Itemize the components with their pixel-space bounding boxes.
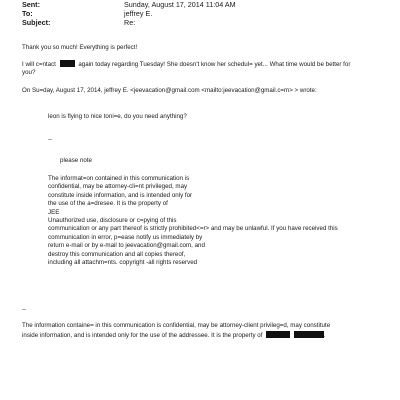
notice-line: JEE [48,208,60,216]
notice-line: communication or any part thereof is strictly prohibited<=r> and may be unlawful. If you have received this [48,225,338,233]
footer-line: The information containe= in this communication is confidential, may be attorney-client privileg=d, may constitute [22,322,331,329]
footer-separator: -- [22,306,27,313]
please-note: please note [60,157,92,164]
signature-separator: -- [48,136,53,143]
notice-line: Unauthorized use, disclosure or c=pying of this [48,217,177,225]
contact-line-end: you? [22,69,36,76]
confidentiality-notice [48,175,338,267]
redaction-block [266,331,290,338]
notice-line: The informat=on contained in this communication is [48,175,190,182]
notice-line: including all attachm=nts. copyright -all rights reserved [48,259,198,267]
quoted-message: leon is flying to nice toni=e, do you need anything? [48,113,187,120]
contact-line-start: I will c=ntact [22,61,56,68]
redaction-block [294,331,324,338]
notice-line: confidential, may be attorney-cli=nt privileged, may [48,183,188,191]
sent-value: Sunday, August 17, 2014 11:04 AM [124,0,236,9]
contact-line-rest: again today regarding Tuesday! She doesn't know her schedul= yet... What time would be better for [78,61,351,68]
subject-label: Subject: [22,18,51,27]
quote-intro: On Su=day, August 17, 2014, jeffrey E. <jeevacation@gmail.com <mailto:jeevacation@gmail.c=m> > wrote: [22,87,317,94]
footer-line-text: inside information, and is intended only for the use of the addressee. It is the property of [22,332,263,339]
footer-period: . [323,332,326,339]
notice-line: destroy this communication and all copies thereof, [48,250,186,258]
redaction-block [60,60,75,67]
notice-line: constitute inside information, and is intended only for [48,191,193,199]
contact-line [22,60,350,69]
to-label: To: [22,9,33,18]
notice-line: return e-mail or by e-mail to jeevacation@gmail.com, and [48,242,205,250]
to-value: jeffrey E. [124,9,153,18]
subject-value: Re: [124,18,136,27]
footer-line-end [22,331,326,340]
sent-label: Sent: [22,0,40,9]
notice-line: communication in error, p=ease notify us immediately by [48,233,203,241]
thanks-line: Thank you so much! Everything is perfect! [22,44,138,51]
notice-line: the use of the a=dresee. It is the property of [48,200,168,208]
